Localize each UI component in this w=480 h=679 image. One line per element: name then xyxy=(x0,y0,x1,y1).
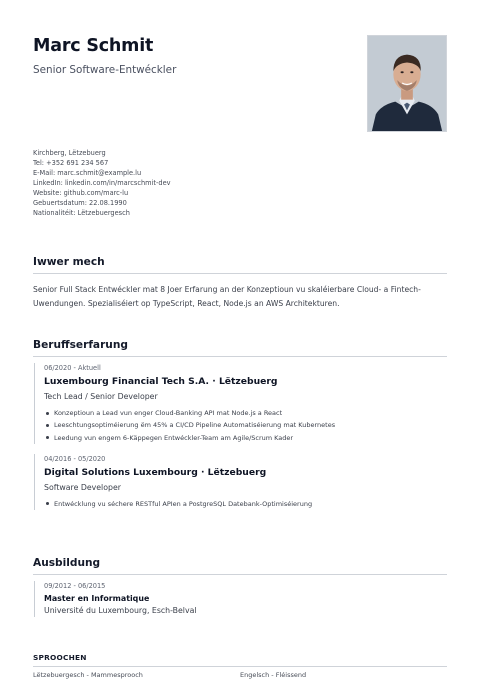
section-divider xyxy=(33,356,447,357)
bullet-text: Entwécklung vu séchere RESTful APIen a PostgreSQL Datebank-Optimiséierung xyxy=(54,499,313,508)
list-item xyxy=(44,407,447,419)
experience-heading: Beruffserfarung xyxy=(33,339,128,351)
contact-birthdate: Gebuertsdatum: 22.08.1990 xyxy=(33,199,127,207)
person-name: Marc Schmit xyxy=(33,36,154,56)
contact-nationality: Nationalitéit: Lëtzebuergesch xyxy=(33,209,130,217)
entry-company: Digital Solutions Luxembourg · Lëtzebuerg xyxy=(44,466,267,478)
entry-company: Luxembourg Financial Tech S.A. · Lëtzebuerg xyxy=(44,376,278,387)
contact-details xyxy=(33,148,171,218)
languages-heading: SPROOCHEN xyxy=(33,653,87,662)
entry-bullets xyxy=(44,407,447,444)
person-portrait-icon xyxy=(368,36,446,131)
language-item: Engelsch - Fléissend xyxy=(240,671,307,679)
list-item xyxy=(44,498,447,510)
entry-date: 09/2012 - 06/2015 xyxy=(44,582,106,590)
education-entry xyxy=(34,581,447,617)
language-item: Lëtzebuergesch - Mammesprooch xyxy=(33,671,143,679)
education-heading: Ausbildung xyxy=(33,557,101,569)
job-title: Senior Software-Entwéckler xyxy=(33,64,177,76)
profile-heading: Iwwer mech xyxy=(33,256,105,268)
profile-section xyxy=(33,256,447,310)
education-section xyxy=(33,557,447,617)
entry-date: 04/2016 - 05/2020 xyxy=(44,454,106,463)
section-divider xyxy=(33,273,447,274)
entry-role: Software Developer xyxy=(44,482,121,492)
profile-photo xyxy=(367,35,447,132)
section-divider xyxy=(33,666,447,667)
bullet-text: Konzeptioun a Lead vun enger Cloud-Banking API mat Node.js a React xyxy=(54,409,283,417)
entry-bullets xyxy=(44,498,447,510)
contact-phone: Tel: +352 691 234 567 xyxy=(33,159,109,167)
list-item xyxy=(44,419,447,431)
education-school: Université du Luxembourg, Esch-Belval xyxy=(44,606,197,615)
section-divider xyxy=(33,574,447,575)
contact-address: Kirchberg, Lëtzebuerg xyxy=(33,149,106,157)
bullet-icon xyxy=(46,502,49,505)
languages-section xyxy=(33,653,447,679)
experience-entry xyxy=(34,454,447,510)
list-item xyxy=(44,432,447,444)
resume-header xyxy=(33,0,447,150)
entry-role: Tech Lead / Senior Developer xyxy=(44,392,158,401)
education-degree: Master en Informatique xyxy=(44,594,150,603)
contact-website: Website: github.com/marc-lu xyxy=(33,189,129,197)
bullet-text: Leeschtungsoptiméierung ëm 45% a CI/CD Pipeline Automatiséierung mat Kubernetes xyxy=(54,421,336,430)
bullet-text: Leedung vun engem 6-Käppegen Entwéckler-Team am Agile/Scrum Kader xyxy=(54,433,294,442)
contact-email: E-Mail: marc.schmit@example.lu xyxy=(33,169,142,177)
bullet-icon xyxy=(46,436,49,439)
experience-section xyxy=(33,339,447,510)
bullet-icon xyxy=(46,424,49,427)
experience-entry xyxy=(34,363,447,444)
entry-date: 06/2020 - Aktuell xyxy=(44,364,101,372)
languages-list xyxy=(33,671,447,679)
contact-linkedin: LinkedIn: linkedin.com/in/marcschmit-dev xyxy=(33,179,171,187)
profile-summary: Senior Full Stack Entwéckler mat 8 Joer Erfarung an der Konzeptioun vu skaléierbare Cloud- a Fintech-Uwendungen. Spezialiséiert op TypeScript, React, Node.js an AWS Architekturen. xyxy=(33,285,421,308)
bullet-icon xyxy=(46,412,49,415)
